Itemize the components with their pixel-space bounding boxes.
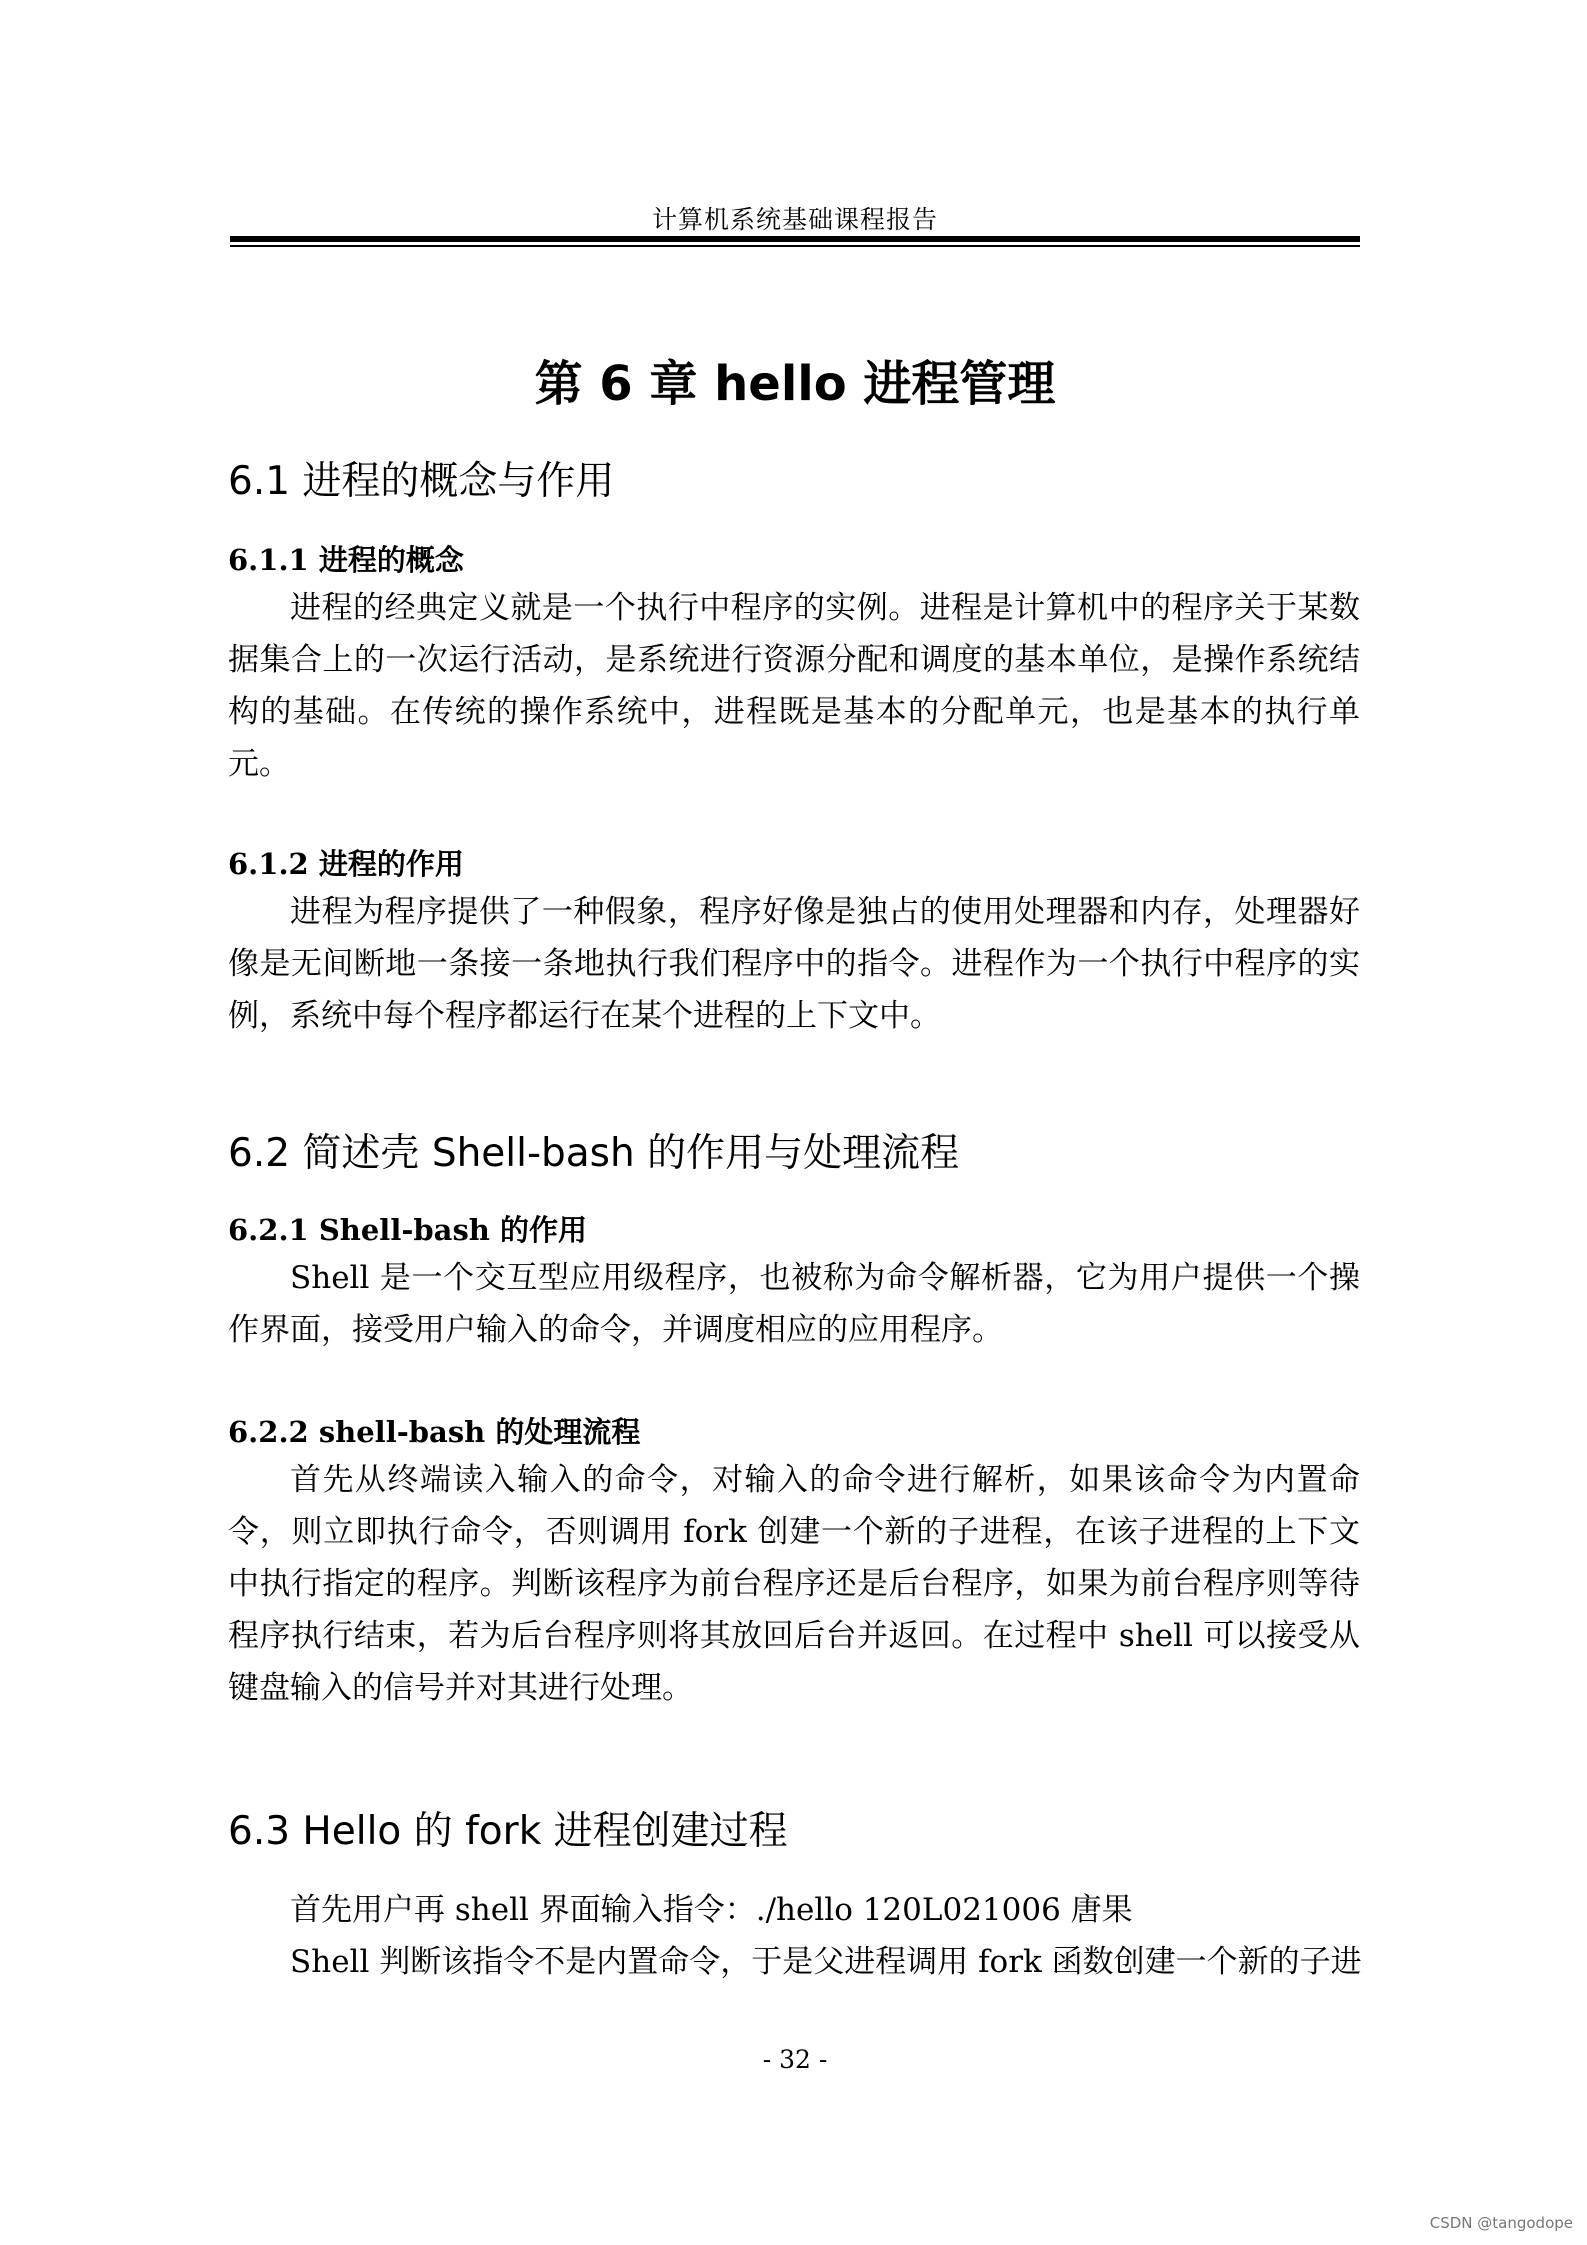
header-rule-thin: [230, 245, 1360, 247]
subsection-title-6-2-1: 6.2.1 Shell-bash 的作用: [228, 1213, 587, 1247]
paragraph-6-3-line-1: 首先用户再 shell 界面输入指令：./hello 120L021006 唐果: [290, 1892, 1133, 1928]
page-number: - 32 -: [762, 2045, 828, 2074]
subsection-title-6-2-2: 6.2.2 shell-bash 的处理流程: [228, 1415, 641, 1449]
header-title: 计算机系统基础课程报告: [651, 205, 938, 234]
paragraph-6-2-2: 首先从终端读入输入的命令，对输入的命令进行解析，如果该命令为内置命令，则立即执行命令，否则调用 fork 创建一个新的子进程，在该子进程的上下文中执行指定的程序。判断该程序为前台程序还是后台程序，如果为前台程序则等待程序执行结束，若为后台程序则将其放回后台并返回。在过程中 shell 可以接受从键盘输入的信号并对其进行处理。: [228, 1462, 1360, 1706]
section-title-6-1: 6.1 进程的概念与作用: [228, 459, 615, 504]
section-title-6-2: 6.2 简述壳 Shell-bash 的作用与处理流程: [228, 1131, 960, 1176]
header-rule-thick: [230, 236, 1360, 242]
paragraph-6-1-2: 进程为程序提供了一种假象，程序好像是独占的使用处理器和内存，处理器好像是无间断地一条接一条地执行我们程序中的指令。进程作为一个执行中程序的实例，系统中每个程序都运行在某个进程的上下文中。: [228, 894, 1360, 1034]
subsection-title-6-1-1: 6.1.1 进程的概念: [228, 543, 464, 577]
subsection-title-6-1-2: 6.1.2 进程的作用: [228, 847, 464, 881]
paragraph-6-3-line-2: Shell 判断该指令不是内置命令，于是父进程调用 fork 函数创建一个新的子进: [290, 1944, 1362, 1980]
chapter-title: 第 6 章 hello 进程管理: [534, 356, 1056, 412]
paragraph-6-2-1: Shell 是一个交互型应用级程序，也被称为命令解析器，它为用户提供一个操作界面，接受用户输入的命令，并调度相应的应用程序。: [228, 1260, 1360, 1348]
watermark: CSDN @tangodope: [1429, 2214, 1573, 2232]
paragraph-6-1-1: 进程的经典定义就是一个执行中程序的实例。进程是计算机中的程序关于某数据集合上的一次运行活动，是系统进行资源分配和调度的基本单位，是操作系统结构的基础。在传统的操作系统中，进程既是基本的分配单元，也是基本的执行单元。: [228, 590, 1360, 782]
section-title-6-3: 6.3 Hello 的 fork 进程创建过程: [228, 1809, 788, 1854]
